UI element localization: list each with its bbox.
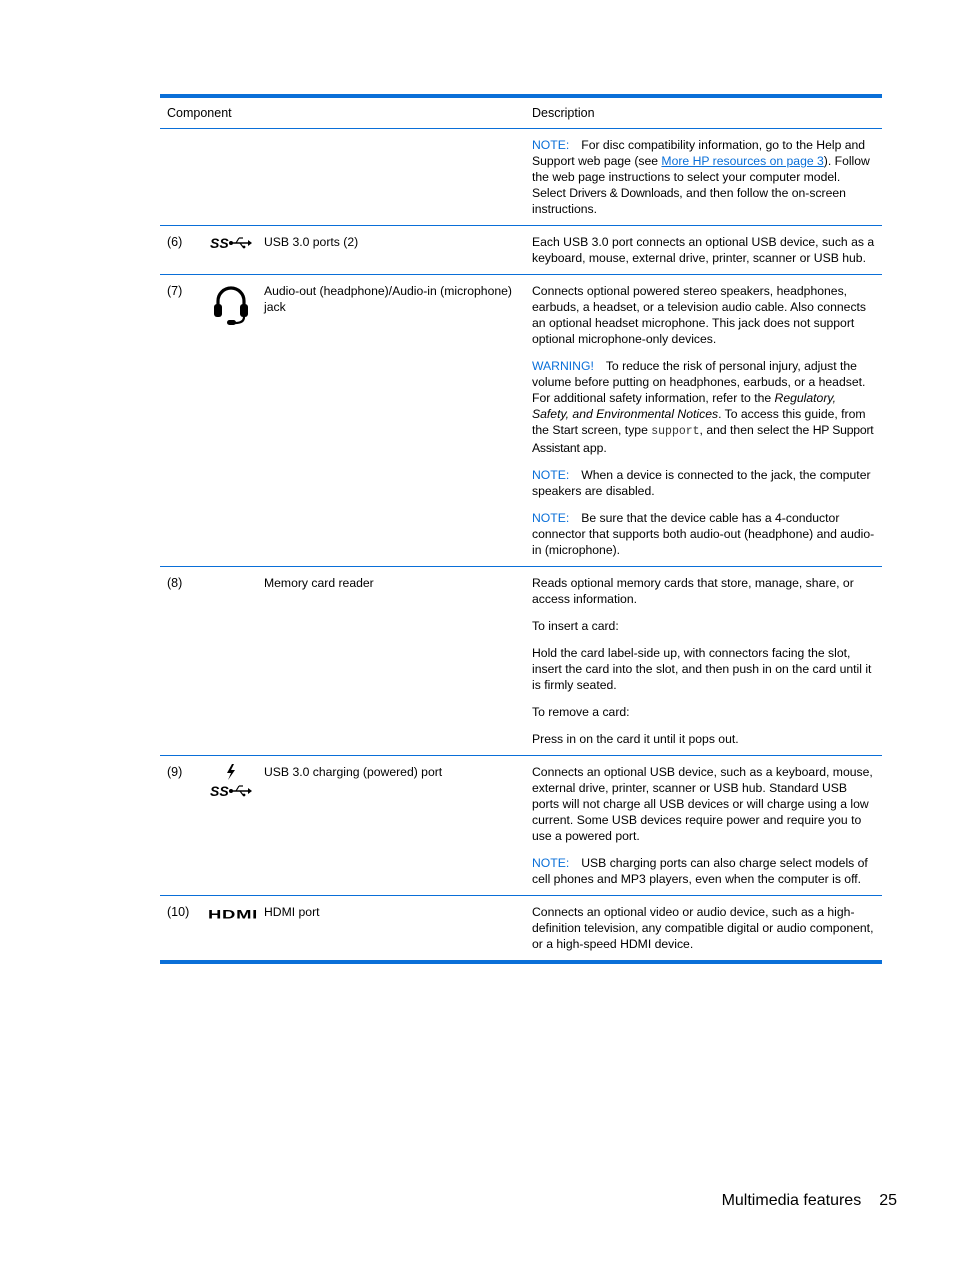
row-description xyxy=(525,129,882,225)
row-description: Each USB 3.0 port connects an optional USB device, such as a keyboard, mouse, external drive, printer, scanner or USB hub. xyxy=(532,235,875,265)
row-number: (8) xyxy=(167,576,183,590)
row-number: (7) xyxy=(167,284,183,298)
table-row xyxy=(160,129,882,226)
table-row xyxy=(160,226,882,275)
note: NOTE: When a device is connected to the jack, the computer speakers are disabled. xyxy=(532,468,871,498)
row-label: Audio-out (headphone)/Audio-in (microphone) jack xyxy=(264,284,512,314)
header-component: Component xyxy=(167,106,232,120)
note: NOTE: For disc compatibility information, go to the Help and Support web page (see More HP resources on page 3). Follow the web page instructions to select your computer model. Select Drivers & Downloads, and then follow the on-screen instructions. xyxy=(532,138,870,216)
components-table xyxy=(160,94,882,964)
header-description: Description xyxy=(532,106,595,120)
table-row xyxy=(160,896,882,960)
usb-superspeed-icon xyxy=(204,226,264,274)
page-footer xyxy=(722,1191,897,1211)
row-description: Connects optional powered stereo speakers, headphones, earbuds, a headset, or a television audio cable. Also connects an optional headset microphone. This jack does not support optional microphone-only devices. WARNING! To reduce the risk of personal injury, adjust the volume before putting on headphones, earbuds, or a headset. For additional safety information, refer to the Regulatory, Safety, and Environmental Notices. To access this guide, from the Start screen, type support, and then select the HP Support Assistant app. NOTE: When a device is connected to the jack, the computer speakers are disabled. NOTE: Be sure that the device cable has a 4-conductor connector that supports both audio-out (headphone) and audio-in (microphone). xyxy=(532,284,875,557)
row-label: USB 3.0 ports (2) xyxy=(264,235,359,249)
row-label: HDMI port xyxy=(264,905,320,919)
note-tag: NOTE: xyxy=(532,511,570,525)
headset-icon xyxy=(204,275,264,566)
row-label: Memory card reader xyxy=(264,576,374,590)
hdmi-icon xyxy=(204,896,264,960)
row-label: USB 3.0 charging (powered) port xyxy=(264,765,443,779)
svg-text:SS: SS xyxy=(210,783,229,799)
table-row xyxy=(160,756,882,896)
table-header xyxy=(160,98,882,129)
svg-text:HDMI: HDMI xyxy=(208,908,258,920)
table-row xyxy=(160,567,882,756)
row-number: (10) xyxy=(167,905,190,919)
note-tag: NOTE: xyxy=(532,138,570,152)
warning-tag: WARNING! xyxy=(532,359,594,373)
row-description: Connects an optional USB device, such as a keyboard, mouse, external drive, printer, scanner or USB hub. Standard USB ports will not charge all USB devices or will charge using a low current. Some USB devices require power and require you to use a powered port. NOTE: USB charging ports can also charge select models of cell phones and MP3 players, even when the computer is off. xyxy=(525,756,882,895)
row-number: (6) xyxy=(167,235,183,249)
row-number: (9) xyxy=(167,765,183,779)
note-tag: NOTE: xyxy=(532,468,570,482)
section-title: Multimedia features xyxy=(721,1192,862,1209)
note: NOTE: Be sure that the device cable has a 4-conductor connector that supports both audio-out (headphone) and audio-in (microphone). xyxy=(532,511,875,557)
resources-link[interactable]: More HP resources on page 3 xyxy=(661,154,824,168)
svg-text:SS: SS xyxy=(210,235,229,251)
row-description: Connects an optional video or audio device, such as a high-definition television, any compatible digital or audio component, or a high-speed HDMI device. xyxy=(532,905,874,951)
note-tag: NOTE: xyxy=(532,856,570,870)
row-description: Reads optional memory cards that store, manage, share, or access information. To insert a card: Hold the card label-side up, with connectors facing the slot, insert the card into the slot, and then push in on the card until it is firmly seated. To remove a card: Press in on the card it until it pops out. xyxy=(532,576,872,746)
table-row xyxy=(160,275,882,567)
note: NOTE: USB charging ports can also charge select models of cell phones and MP3 players, even when the computer is off. xyxy=(532,856,868,886)
usb-charging-icon xyxy=(204,756,264,895)
page-number: 25 xyxy=(879,1192,897,1209)
warning: WARNING! To reduce the risk of personal injury, adjust the volume before putting on headphones, earbuds, or a headset. For additional safety information, refer to the Regulatory, Safety, and Environmental Notices. To access this guide, from the Start screen, type support, and then select the HP Support Assistant app. xyxy=(532,359,874,455)
